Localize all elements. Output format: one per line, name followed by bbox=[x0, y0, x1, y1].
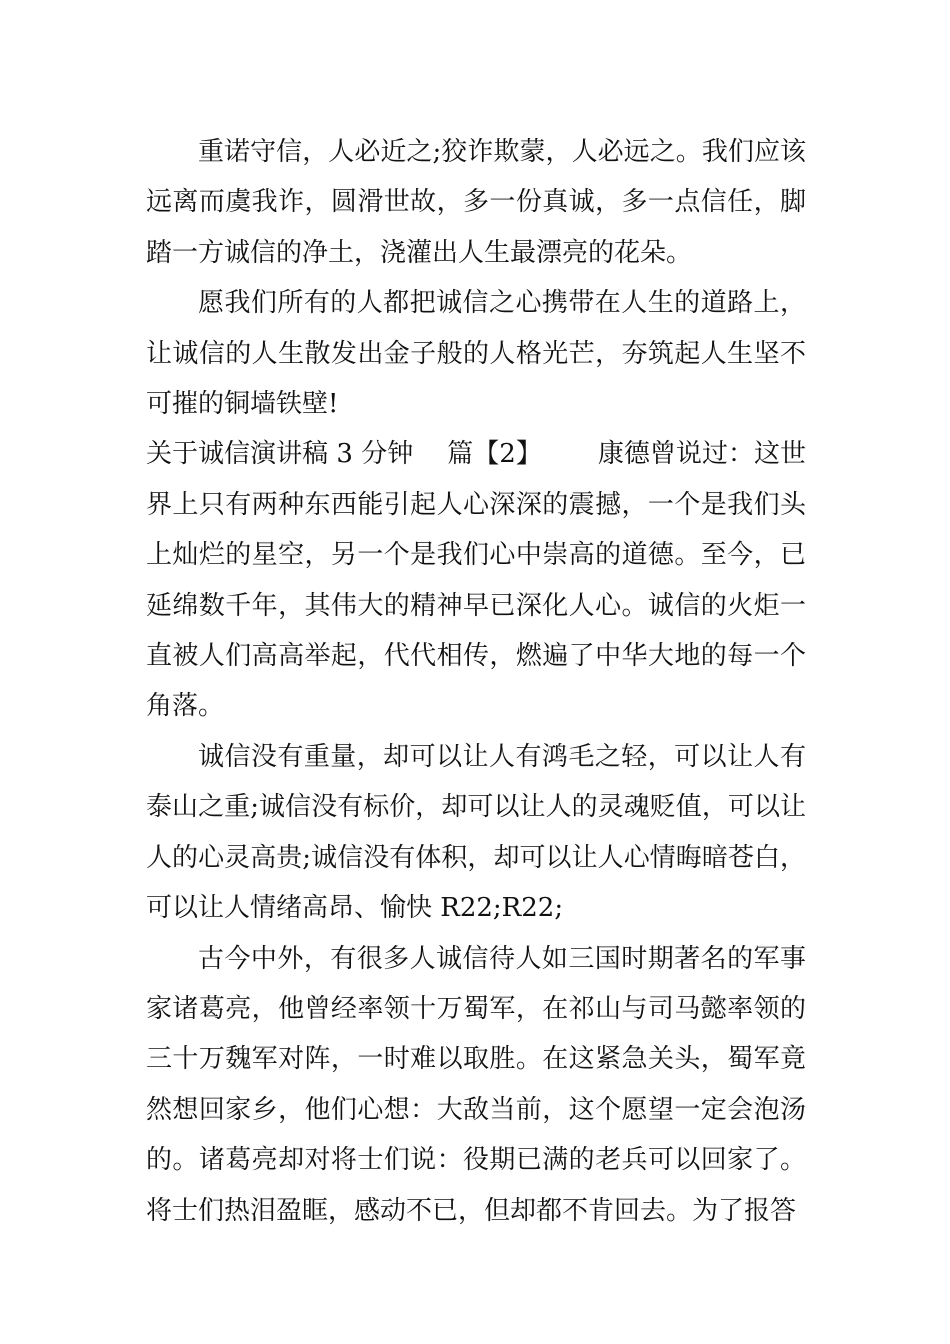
paragraph-carry-honesty: 愿我们所有的人都把诚信之心携带在人生的道路上，让诚信的人生散发出金子般的人格光芒，夯筑起人生坚不可摧的铜墙铁壁! bbox=[146, 288, 806, 420]
paragraph-honesty-weightless: 诚信没有重量，却可以让人有鸿毛之轻，可以让人有泰山之重;诚信没有标价，却可以让人的灵魂贬值，可以让人的心灵高贵;诚信没有体积，却可以让人心情晦暗苍白，可以让人情绪高昂、愉快 R22;R22; bbox=[146, 741, 806, 924]
document-body bbox=[146, 127, 806, 1236]
paragraph-honesty-keeps-people-close: 重诺守信，人必近之;狡诈欺蒙，人必远之。我们应该远离而虞我诈，圆滑世故，多一份真诚，多一点信任，脚踏一方诚信的净土，浇灌出人生最漂亮的花朵。 bbox=[146, 137, 806, 268]
paragraph-kant-quote: 康德曾说过：这世界上只有两种东西能引起人心深深的震撼，一个是我们头上灿烂的星空，另一个是我们心中崇高的道德。至今，已延绵数千年，其伟大的精神早已深化人心。诚信的火炬一直被人们高高举起，代代相传，燃遍了中华大地的每一个角落。 bbox=[146, 439, 806, 722]
section-title: 关于诚信演讲稿 3 分钟 bbox=[146, 439, 414, 470]
section-2-paragraph bbox=[146, 429, 806, 731]
section-number: 篇【2】 bbox=[447, 439, 542, 470]
paragraph-zhuge-liang: 古今中外，有很多人诚信待人如三国时期著名的军事家诸葛亮，他曾经率领十万蜀军，在祁山与司马懿率领的三十万魏军对阵，一时难以取胜。在这紧急关头，蜀军竟然想回家乡，他们心想：大敌当前，这个愿望一定会泡汤的。诸葛亮却对将士们说：役期已满的老兵可以回家了。将士们热泪盈眶，感动不已，但却都不肯回去。为了报答 bbox=[146, 943, 806, 1226]
